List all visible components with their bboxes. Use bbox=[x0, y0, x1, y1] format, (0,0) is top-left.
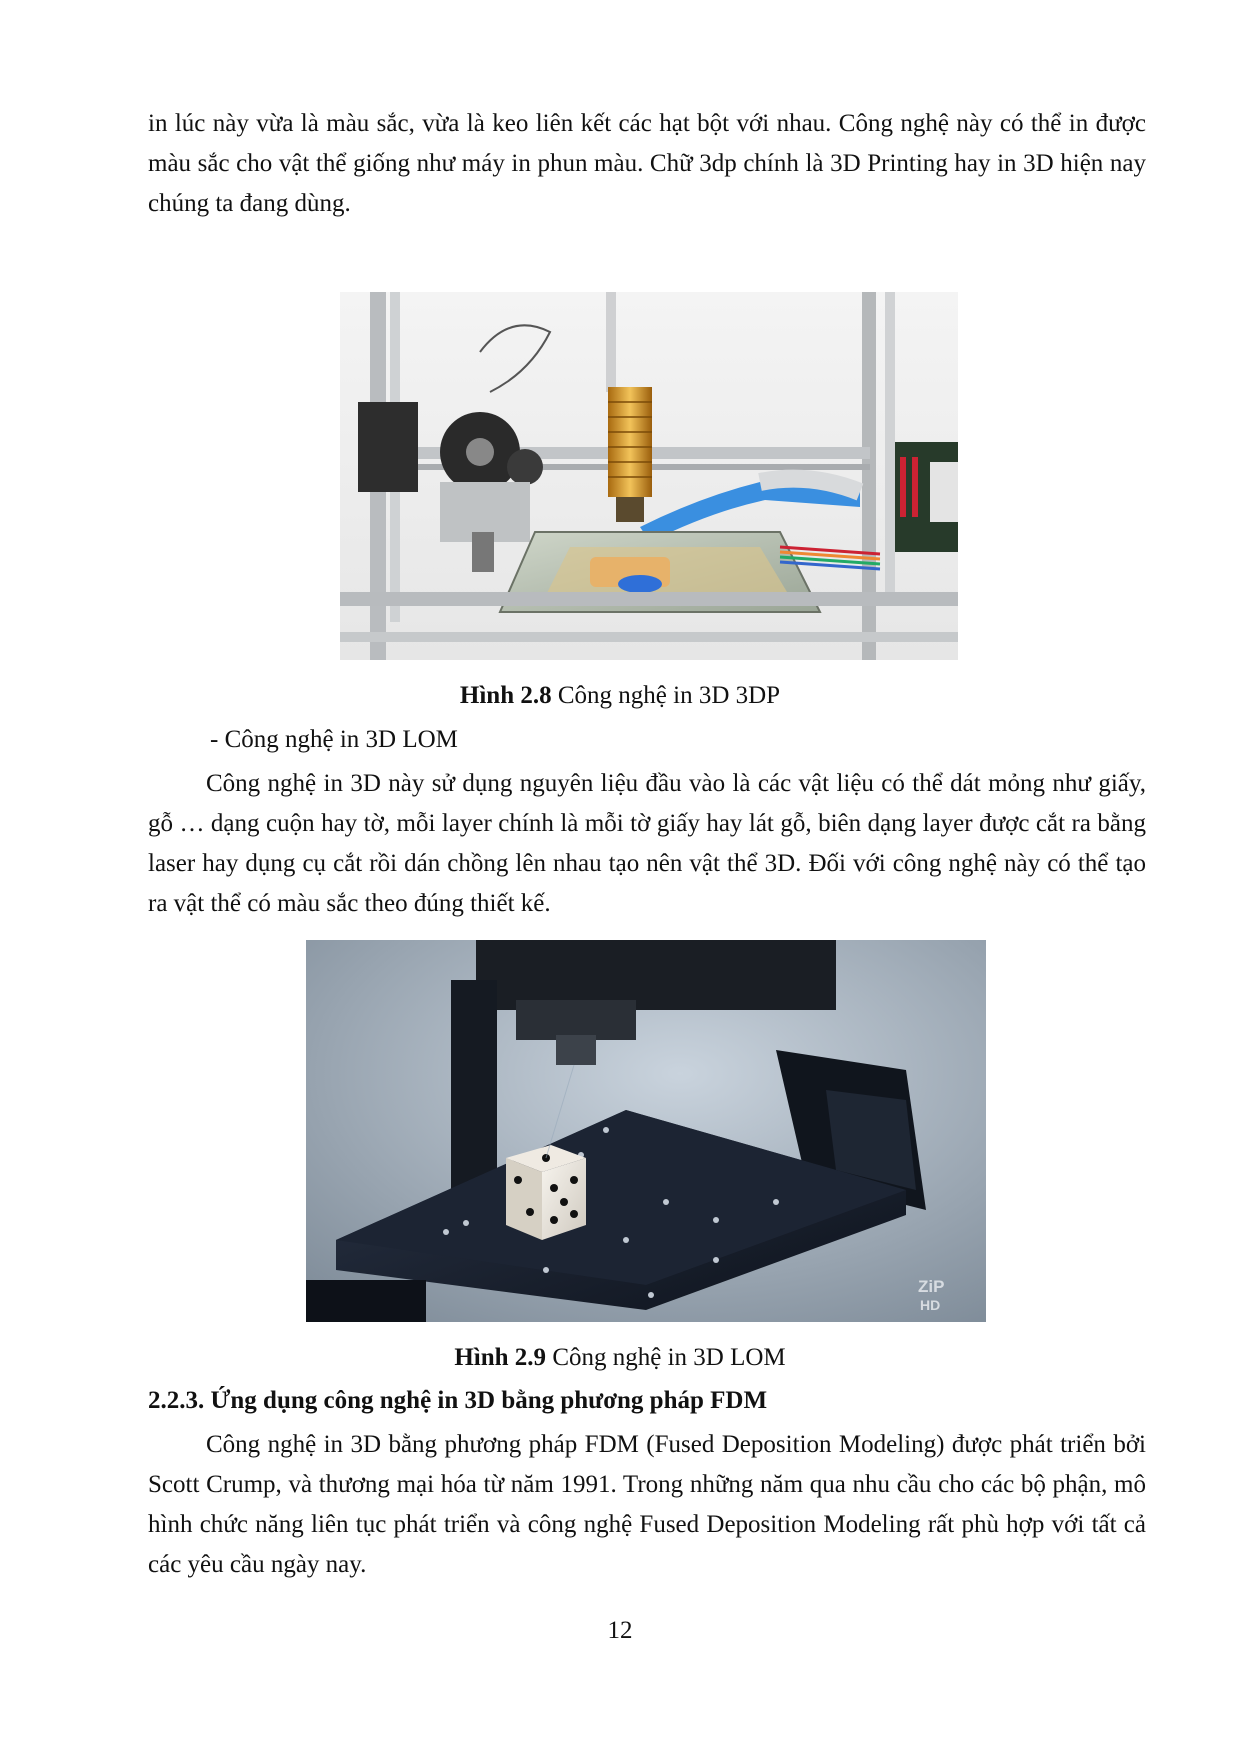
figure-caption-text: Công nghệ in 3D 3DP bbox=[551, 682, 781, 709]
list-item-lom: - Công nghệ in 3D LOM bbox=[210, 726, 458, 753]
paragraph-lom: Công nghệ in 3D này sử dụng nguyên liệu đầu vào là các vật liệu có thể dát mỏng như giấy, gỗ … dạng cuộn hay tờ, mỗi layer chính là mỗi tờ giấy hay lát gỗ, biên dạng layer được cắt ra bằng laser hay dụng cụ cắt rồi dán chồng lên nhau tạo nên vật thể 3D. Đối với công nghệ này có thể tạo ra vật thể có màu sắc theo đúng thiết kế. bbox=[148, 770, 1146, 917]
paragraph-fdm: Công nghệ in 3D bằng phương pháp FDM (Fused Deposition Modeling) được phát triển bởi Scott Crump, và thương mại hóa từ năm 1991. Trong những năm qua nhu cầu cho các bộ phận, mô hình chức năng liên tục phát triển và công nghệ Fused Deposition Modeling rất phù hợp với tất cả các yêu cầu ngày nay. bbox=[148, 1431, 1146, 1578]
figure-caption-lom bbox=[0, 1340, 1240, 1376]
paragraph-3dp-end: in lúc này vừa là màu sắc, vừa là keo liên kết các hạt bột với nhau. Công nghệ này có thể in được màu sắc cho vật thể giống như máy in phun màu. Chữ 3dp chính là 3D Printing hay in 3D hiện nay chúng ta đang dùng. bbox=[148, 110, 1146, 217]
figure-caption-text: Công nghệ in 3D LOM bbox=[546, 1344, 786, 1371]
page-number: 12 bbox=[607, 1617, 633, 1644]
figure-caption-3dp bbox=[0, 678, 1240, 714]
watermark-top: ZiP bbox=[918, 1277, 945, 1296]
watermark-bottom: HD bbox=[920, 1297, 941, 1313]
figure-3dp-photo bbox=[340, 292, 958, 660]
section-heading: 2.2.3. Ứng dụng công nghệ in 3D bằng phương pháp FDM bbox=[148, 1387, 768, 1414]
figure-label: Hình 2.8 bbox=[459, 682, 552, 709]
figure-label: Hình 2.9 bbox=[454, 1344, 547, 1371]
figure-lom-photo bbox=[306, 940, 986, 1322]
